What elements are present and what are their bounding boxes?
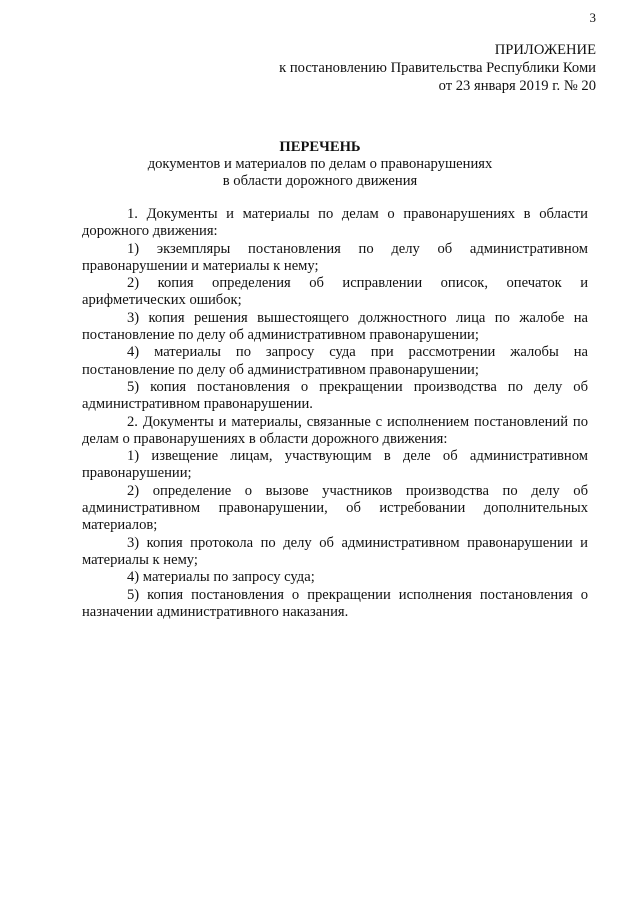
document-heading [0,139,640,190]
section-2-item-2: 2) определение о вызове участников производства по делу об административном правонарушении, об истребовании дополнительных материалов; [82,482,588,534]
appendix-resolution-line: к постановлению Правительства Республики Коми [279,60,596,76]
document-body [82,206,588,621]
section-2-heading: 2. Документы и материалы, связанные с исполнением постановлений по делам о правонарушениях в области дорожного движения: [82,413,588,447]
section-2-item-4: 4) материалы по запросу суда; [127,569,315,586]
section-1-heading: 1. Документы и материалы по делам о правонарушениях в области дорожного движения: [82,206,588,240]
appendix-header [176,41,596,95]
document-title: ПЕРЕЧЕНЬ [279,139,361,155]
section-1-item-2: 2) копия определения об исправлении описок, опечаток и арифметических ошибок; [82,275,588,309]
section-2-item-5: 5) копия постановления о прекращении исполнения постановления о назначении административного наказания. [82,586,588,620]
appendix-date-line: от 23 января 2019 г. № 20 [438,78,596,94]
section-1-item-3: 3) копия решения вышестоящего должностного лица по жалобе на постановление по делу об административном правонарушении; [82,309,588,344]
section-1-item-5: 5) копия постановления о прекращении производства по делу об административном правонарушении. [82,378,588,413]
document-subtitle-line-2: в области дорожного движения [222,173,418,189]
section-1-item-1: 1) экземпляры постановления по делу об административном правонарушении и материалы к нему; [82,240,588,274]
appendix-title: ПРИЛОЖЕНИЕ [494,42,596,58]
section-2-item-1: 1) извещение лицам, участвующим в деле об административном правонарушении; [82,448,588,482]
section-1-item-4: 4) материалы по запросу суда при рассмотрении жалобы на постановление по делу об административном правонарушении; [82,344,588,378]
document-subtitle-line-1: документов и материалов по делам о правонарушениях [147,156,493,172]
page-number: 3 [589,10,596,25]
section-2-item-3: 3) копия протокола по делу об административном правонарушении и материалы к нему; [82,534,588,568]
